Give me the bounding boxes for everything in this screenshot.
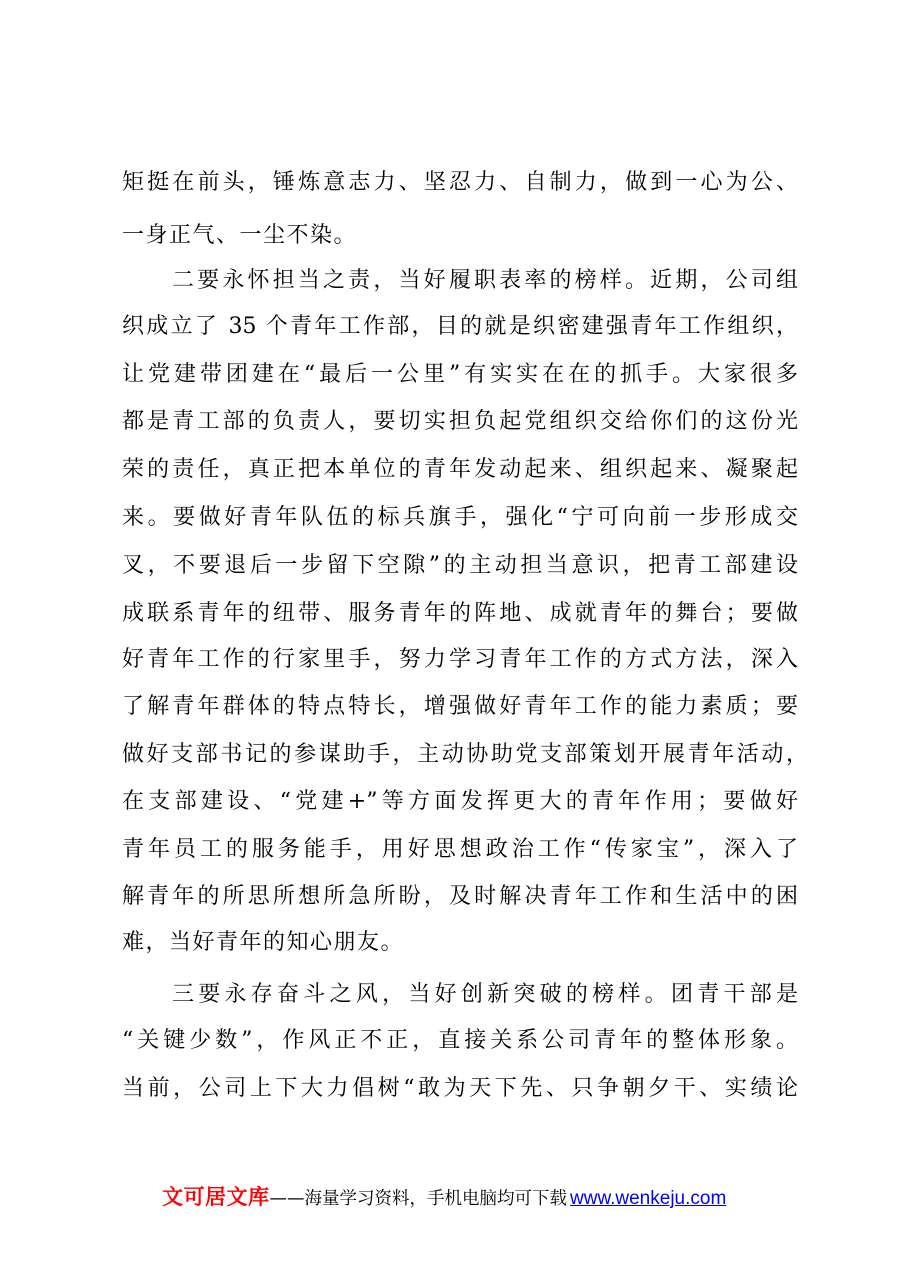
- footer-banner: [162, 1181, 726, 1211]
- text-line: 织成立了 35 个青年工作部，目的就是织密建强青年工作组织，: [122, 314, 798, 339]
- footer-brand: 文可居文库: [162, 1185, 270, 1209]
- text-line: 青年员工的服务能手，用好思想政治工作“传家宝”，深入了: [122, 837, 798, 862]
- text-line: 做好支部书记的参谋助手，主动协助党支部策划开展青年活动，: [122, 742, 808, 767]
- text-line: 三要永存奋斗之风，当好创新突破的榜样。团青干部是: [172, 982, 798, 1007]
- text-line: 都是青工部的负责人，要切实担负起党组织交给你们的这份光: [122, 409, 798, 434]
- text-line: 矩挺在前头，锤炼意志力、坚忍力、自制力，做到一心为公、: [122, 170, 798, 195]
- footer-tagline: ——海量学习资料，手机电脑均可下载: [269, 1189, 567, 1209]
- text-line: 让党建带团建在“最后一公里”有实实在在的抓手。大家很多: [122, 362, 798, 387]
- text-line: 好青年工作的行家里手，努力学习青年工作的方式方法，深入: [122, 647, 798, 672]
- text-line: 了解青年群体的特点特长，增强做好青年工作的能力素质；要: [122, 694, 798, 719]
- text-line: “关键少数”，作风正不正，直接关系公司青年的整体形象。: [122, 1028, 798, 1053]
- text-line: 当前，公司上下大力倡树“敢为天下先、只争朝夕干、实绩论: [122, 1076, 798, 1101]
- footer-url-link[interactable]: www.wenkeju.com: [570, 1188, 727, 1209]
- text-line: 荣的责任，真正把本单位的青年发动起来、组织起来、凝聚起: [122, 457, 798, 482]
- text-line: 成联系青年的纽带、服务青年的阵地、成就青年的舞台；要做: [122, 601, 798, 626]
- text-line: 叉，不要退后一步留下空隙”的主动担当意识，把青工部建设: [122, 553, 798, 578]
- text-line: 一身正气、一尘不染。: [122, 223, 358, 248]
- text-line: 来。要做好青年队伍的标兵旗手，强化“宁可向前一步形成交: [122, 505, 798, 530]
- text-line: 难，当好青年的知心朋友。: [122, 930, 405, 955]
- text-line: 在支部建设、“党建+”等方面发挥更大的青年作用；要做好: [122, 789, 798, 814]
- text-line: 二要永怀担当之责，当好履职表率的榜样。近期，公司组: [172, 268, 798, 293]
- text-line: 解青年的所思所想所急所盼，及时解决青年工作和生活中的困: [122, 884, 798, 909]
